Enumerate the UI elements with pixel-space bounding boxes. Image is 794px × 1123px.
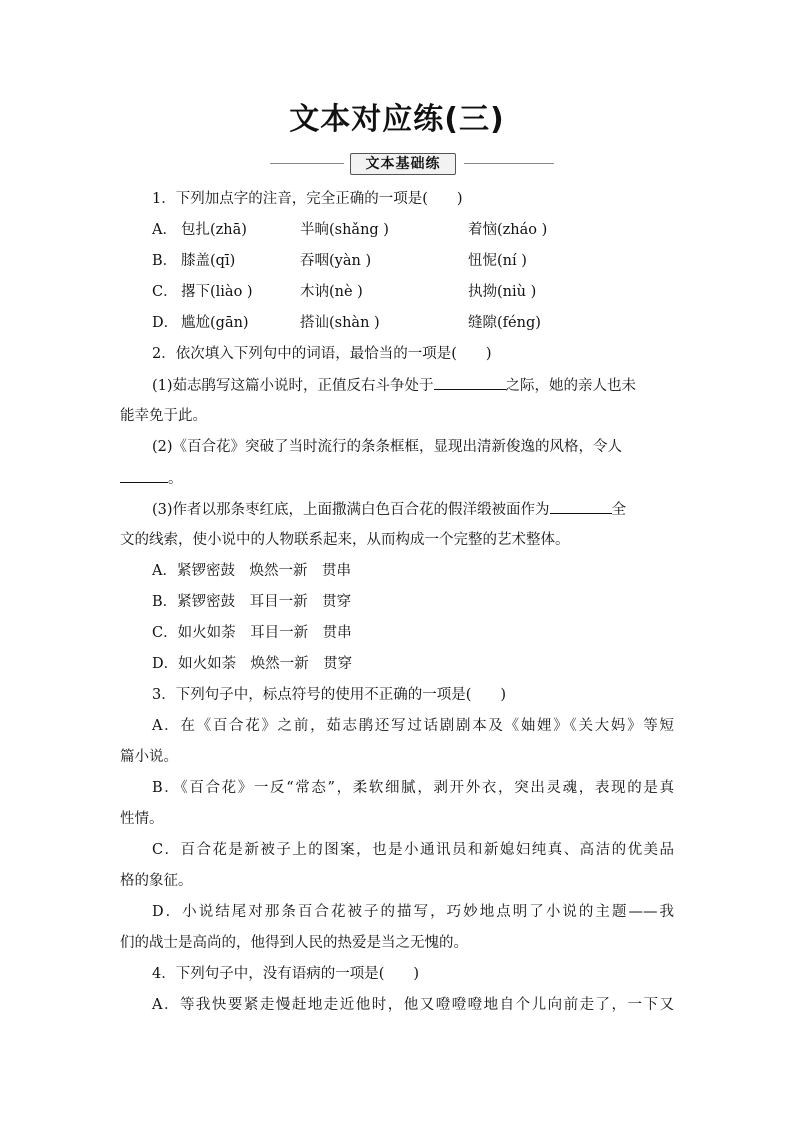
q3-option-d: D．小说结尾对那条百合花被子的描写，巧妙地点明了小说的主题——我 <box>152 904 674 920</box>
q1-option-d-col2: 搭讪(shàn ) <box>300 315 380 331</box>
q1-option-d-col1: 尴尬(gān) <box>181 315 249 331</box>
q2-option-c: C．如火如荼 耳目一新 贯串 <box>152 625 352 641</box>
q1-option-b-label: B． <box>152 253 178 269</box>
q1-option-b-col1: 膝盖(qī) <box>181 253 236 269</box>
q1-option-d-label: D． <box>152 315 179 331</box>
q2-sentence-3 <box>152 499 626 520</box>
q3-option-c-cont: 格的象征。 <box>120 873 193 889</box>
section-banner <box>270 152 554 176</box>
q1-option-c-col1: 撂下(liào ) <box>181 284 253 300</box>
q2-blank-3 <box>550 499 612 514</box>
q3-stem: 3．下列句子中，标点符号的使用不正确的一项是( ) <box>152 687 507 703</box>
q2-option-a: A．紧锣密鼓 焕然一新 贯串 <box>152 563 351 579</box>
q2-blank-2 <box>120 468 168 483</box>
q2-option-d: D．如火如荼 焕然一新 贯穿 <box>152 656 353 672</box>
q1-stem: 1．下列加点字的注音，完全正确的一项是( ) <box>152 191 463 207</box>
q1-option-a-col1: 包扎(zhā) <box>181 222 247 238</box>
q3-option-a: A．在《百合花》之前，茹志鹃还写过话剧剧本及《妯娌》《关大妈》等短 <box>152 718 674 734</box>
q1-option-a-col2: 半晌(shǎng ) <box>300 222 389 238</box>
q2-sentence-2-cont <box>120 468 183 489</box>
banner-left-rule <box>270 163 344 164</box>
q2-sentence-2-end: 。 <box>168 471 183 487</box>
q4-stem: 4．下列句子中，没有语病的一项是( ) <box>152 966 420 982</box>
q3-option-a-cont: 篇小说。 <box>120 749 178 765</box>
q2-sentence-3-part-b: 全 <box>611 502 627 518</box>
q1-option-a-col3: 着恼(zháo ) <box>468 222 548 238</box>
banner-right-rule <box>464 163 554 164</box>
q2-blank-1 <box>434 375 506 390</box>
q1-option-b-col2: 吞咽(yàn ) <box>300 253 372 269</box>
q2-sentence-3-cont: 文的线索，使小说中的人物联系起来，从而构成一个完整的艺术整体。 <box>120 532 570 548</box>
q2-sentence-1-part-b: 之际，她的亲人也未 <box>505 378 637 394</box>
q2-sentence-2: (2)《百合花》突破了当时流行的条条框框，显现出清新俊逸的风格，令人 <box>152 439 623 455</box>
q1-option-d-col3: 缝隙(féng) <box>468 315 541 331</box>
q2-sentence-3-part-a: (3)作者以那条枣红底，上面撒满白色百合花的假洋缎被面作为 <box>152 502 550 518</box>
q1-option-c-col3: 执拗(niù ) <box>468 284 537 300</box>
page-title: 文本对应练(三) <box>289 102 505 137</box>
q2-stem: 2．依次填入下列句中的词语，最恰当的一项是( ) <box>152 346 492 362</box>
q2-option-b: B．紧锣密鼓 耳目一新 贯穿 <box>152 594 352 610</box>
q2-sentence-1-cont: 能幸免于此。 <box>120 408 207 424</box>
q3-option-c: C．百合花是新被子上的图案，也是小通讯员和新媳妇纯真、高洁的优美品 <box>152 842 674 858</box>
q3-option-b-cont: 性情。 <box>120 811 164 827</box>
section-badge: 文本基础练 <box>350 153 456 175</box>
q2-sentence-1 <box>152 375 636 396</box>
q3-option-d-cont: 们的战士是高尚的，他得到人民的热爱是当之无愧的。 <box>120 935 468 951</box>
q1-option-c-col2: 木讷(nè ) <box>300 284 363 300</box>
q1-option-b-col3: 忸怩(ní ) <box>468 253 527 269</box>
q4-option-a: A．等我快要紧走慢赶地走近他时，他又噔噔噔地自个儿向前走了，一下又 <box>152 997 674 1013</box>
q3-option-b: B．《百合花》一反“常态”，柔软细腻，剥开外衣，突出灵魂，表现的是真 <box>152 780 674 796</box>
q1-option-c-label: C． <box>152 284 178 300</box>
q1-option-a-label: A． <box>152 222 177 238</box>
q2-sentence-1-part-a: (1)茹志鹃写这篇小说时，正值反右斗争处于 <box>152 378 434 394</box>
